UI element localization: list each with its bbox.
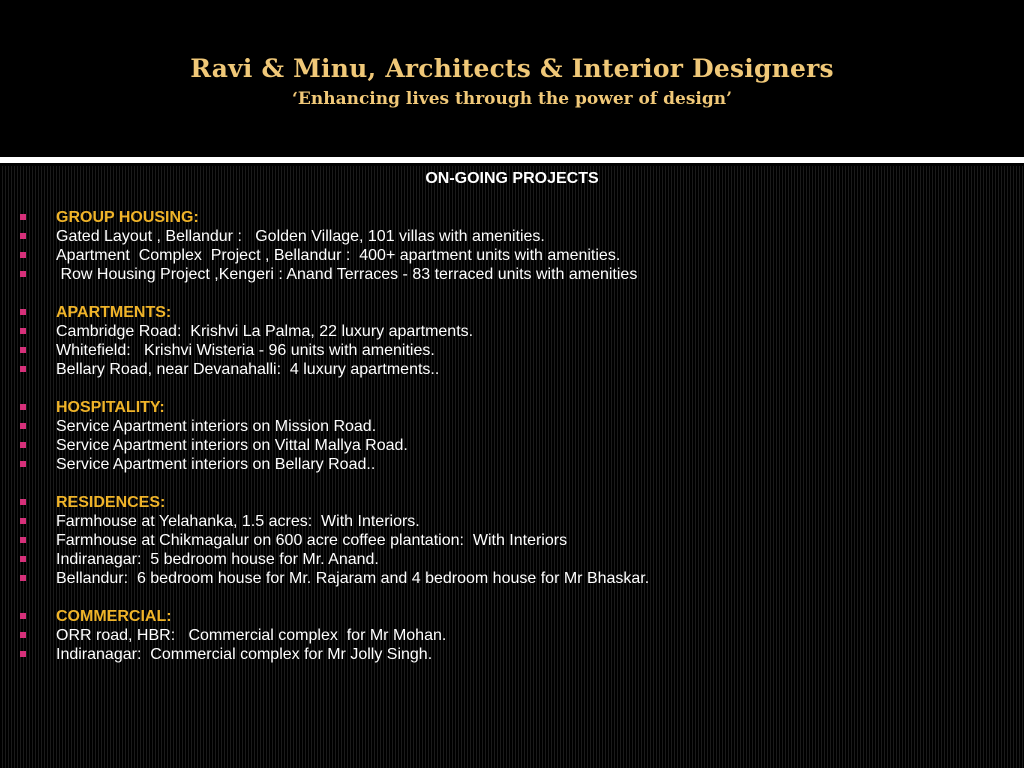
bullet-icon [20, 461, 26, 467]
slide-tagline: ‘Enhancing lives through the power of design’ [291, 89, 733, 109]
category-label: HOSPITALITY: [56, 399, 165, 416]
category-label: APARTMENTS: [56, 304, 172, 321]
project-item-text: Whitefield: Krishvi Wisteria - 96 units with amenities. [56, 342, 435, 359]
bullet-icon [20, 518, 26, 524]
bullet-icon [20, 499, 26, 505]
project-item-text: Service Apartment interiors on Mission Road. [56, 418, 377, 435]
bullet-icon [20, 537, 26, 543]
bullet-icon [20, 347, 26, 353]
bullet-icon [20, 328, 26, 334]
bullet-icon [20, 271, 26, 277]
bullet-icon [20, 423, 26, 429]
title-banner [0, 0, 1024, 157]
project-item-text: Bellandur: 6 bedroom house for Mr. Rajaram and 4 bedroom house for Mr Bhaskar. [56, 570, 650, 587]
bullet-icon [20, 252, 26, 258]
bullet-icon [20, 613, 26, 619]
slide-title: Ravi & Minu, Architects & Interior Designers [190, 54, 834, 83]
category-label: GROUP HOUSING: [56, 209, 199, 226]
bullet-icon [20, 442, 26, 448]
project-item-text: Gated Layout , Bellandur : Golden Village, 101 villas with amenities. [56, 228, 545, 245]
project-item-text: Row Housing Project ,Kengeri : Anand Terraces - 83 terraced units with amenities [56, 266, 638, 283]
bullet-icon [20, 233, 26, 239]
bullet-icon [20, 366, 26, 372]
project-item-text: Cambridge Road: Krishvi La Palma, 22 luxury apartments. [56, 323, 474, 340]
bullet-icon [20, 651, 26, 657]
bullet-icon [20, 214, 26, 220]
bullet-icon [20, 575, 26, 581]
project-item-text: Service Apartment interiors on Vittal Mallya Road. [56, 437, 408, 454]
project-item-text: ORR road, HBR: Commercial complex for Mr Mohan. [56, 627, 447, 644]
bullet-icon [20, 309, 26, 315]
project-item-text: Indiranagar: Commercial complex for Mr Jolly Singh. [56, 646, 433, 663]
project-item-text: Farmhouse at Chikmagalur on 600 acre coffee plantation: With Interiors [56, 532, 568, 549]
section-heading: ON-GOING PROJECTS [425, 170, 599, 187]
category-label: COMMERCIAL: [56, 608, 172, 625]
bullet-icon [20, 556, 26, 562]
project-item-text: Bellary Road, near Devanahalli: 4 luxury apartments.. [56, 361, 440, 378]
project-item-text: Service Apartment interiors on Bellary Road.. [56, 456, 376, 473]
project-item-text: Farmhouse at Yelahanka, 1.5 acres: With Interiors. [56, 513, 420, 530]
bullet-icon [20, 632, 26, 638]
header-divider-shadow [0, 163, 1024, 166]
project-item-text: Indiranagar: 5 bedroom house for Mr. Anand. [56, 551, 379, 568]
project-item-text: Apartment Complex Project , Bellandur : 400+ apartment units with amenities. [56, 247, 621, 264]
bullet-icon [20, 404, 26, 410]
category-label: RESIDENCES: [56, 494, 166, 511]
